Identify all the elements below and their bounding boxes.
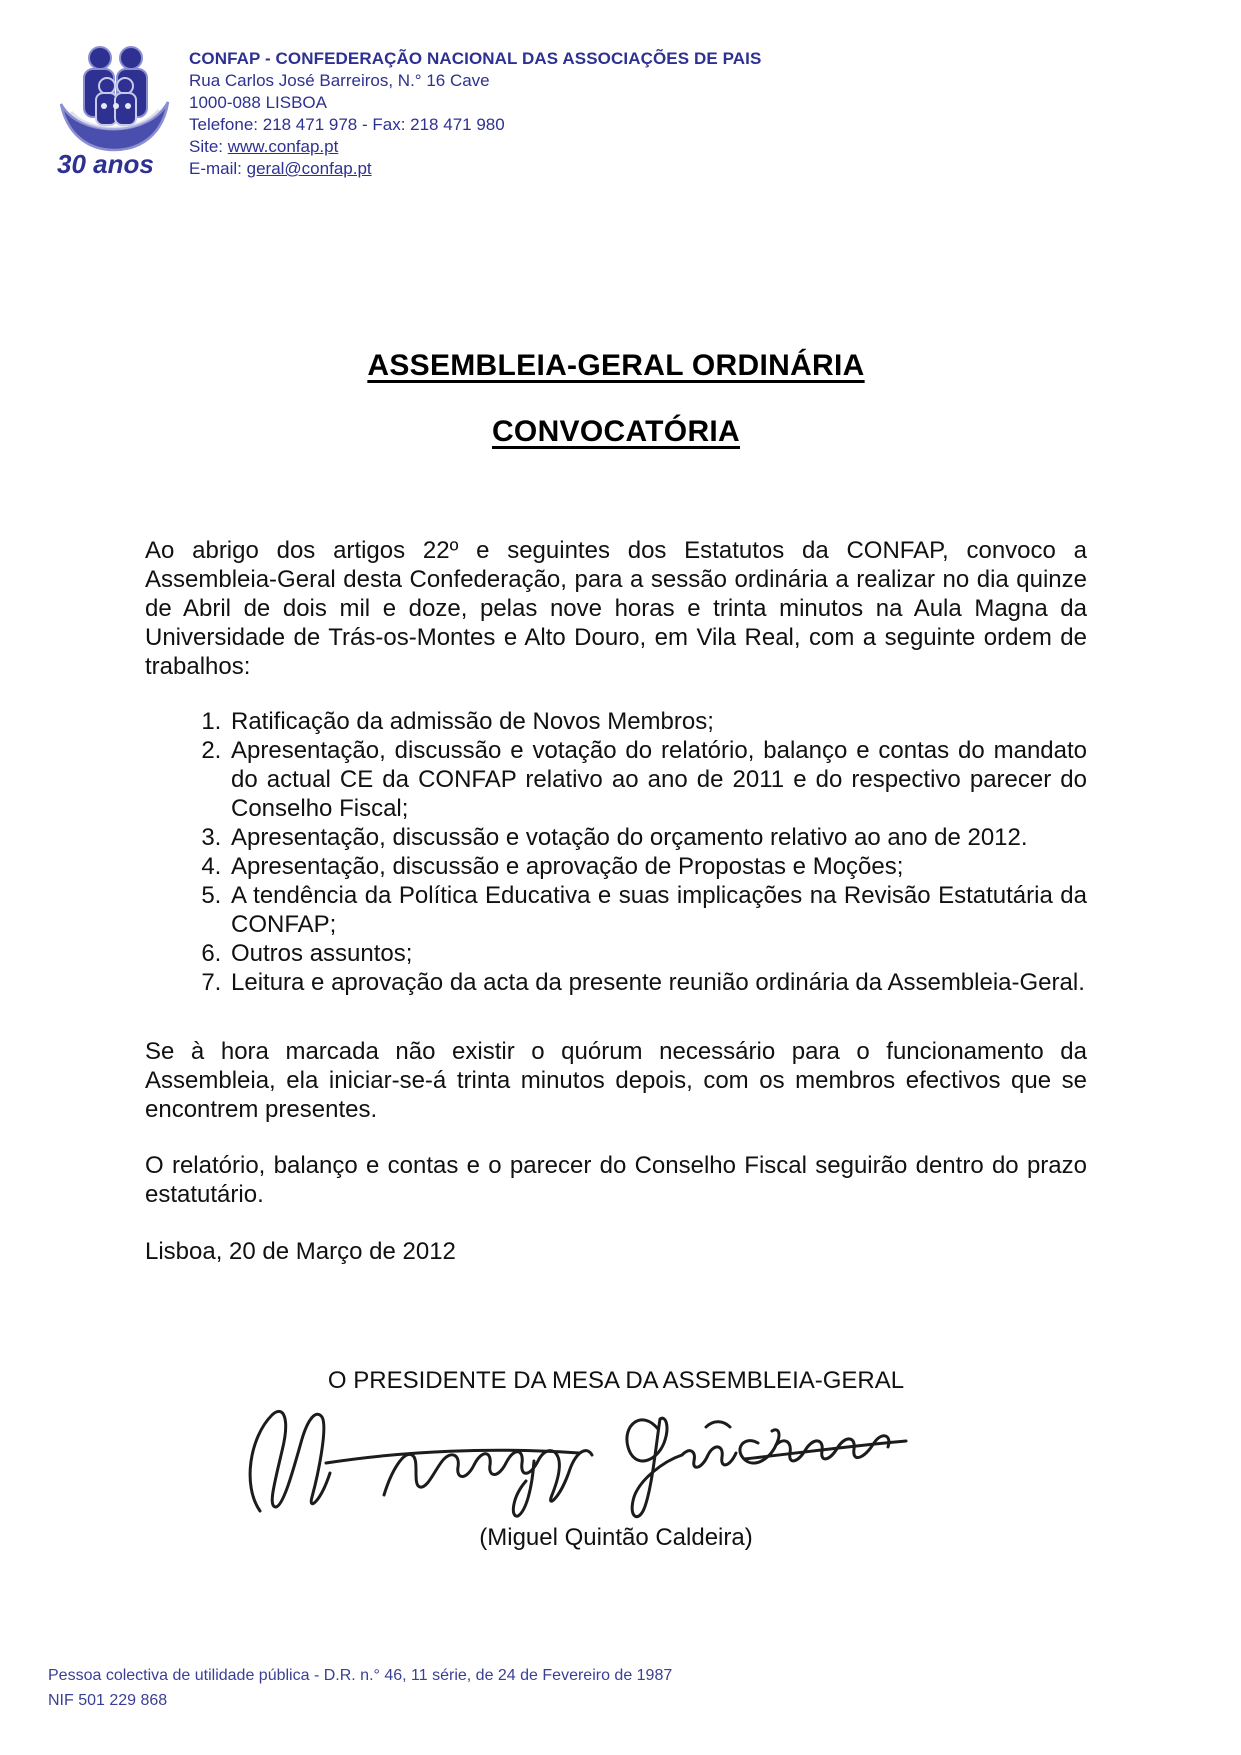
site-line	[189, 136, 761, 158]
document-body	[145, 348, 1087, 1266]
president-name: (Miguel Quintão Caldeira)	[479, 1524, 753, 1551]
handwritten-signature	[234, 1399, 914, 1521]
org-name: CONFAP - CONFEDERAÇÃO NACIONAL DAS ASSOCIAÇÕES DE PAIS	[189, 49, 762, 68]
document-subtitle: CONVOCATÓRIA	[491, 415, 741, 448]
agenda-item-7: 7. Leitura e aprovação da acta da presente reunião ordinária da Assembleia-Geral.	[228, 968, 1087, 997]
letterhead-contact-block	[189, 42, 761, 180]
address-line-2: 1000-088 LISBOA	[189, 93, 327, 112]
agenda-item-3: 3. Apresentação, discussão e votação do orçamento relativo ao ano de 2012.	[228, 823, 1087, 852]
agenda-item-5: 5. A tendência da Política Educativa e suas implicações na Revisão Estatutária da CONFAP;	[228, 881, 1087, 939]
agenda-list	[145, 707, 1087, 997]
svg-text:30 anos: 30 anos	[57, 149, 154, 178]
agenda-item-2: 2. Apresentação, discussão e votação do relatório, balanço e contas do mandato do actual CE da CONFAP relativo ao ano de 2011 e do respectivo parecer do Conselho Fiscal;	[228, 736, 1087, 823]
address-line-1: Rua Carlos José Barreiros, N.° 16 Cave	[189, 71, 490, 90]
quorum-paragraph: Se à hora marcada não existir o quórum necessário para o funcionamento da Assembleia, ela iniciar-se-á trinta minutos depois, com os membros efectivos que se encontrem presentes.	[145, 1038, 1087, 1123]
agenda-item-4: 4. Apresentação, discussão e aprovação de Propostas e Moções;	[228, 852, 1087, 881]
letterhead	[55, 42, 761, 180]
email-link[interactable]: geral@confap.pt	[246, 159, 372, 178]
confap-logo-graphic	[55, 42, 173, 178]
document-footer	[48, 1663, 672, 1713]
email-line	[189, 158, 761, 180]
site-label: Site:	[189, 137, 228, 156]
signature-block	[145, 1366, 1087, 1552]
confap-30-anos-logo-icon	[55, 42, 173, 178]
agenda-item-6: 6. Outros assuntos;	[228, 939, 1087, 968]
email-label: E-mail:	[189, 159, 247, 178]
document-title: ASSEMBLEIA-GERAL ORDINÁRIA	[367, 349, 865, 382]
site-link[interactable]: www.confap.pt	[227, 137, 339, 156]
footer-line-1: Pessoa colectiva de utilidade pública - D.R. n.° 46, 11 série, de 24 de Fevereiro de 1987	[48, 1667, 673, 1684]
report-paragraph: O relatório, balanço e contas e o parecer do Conselho Fiscal seguirão dentro do prazo estatutário.	[145, 1152, 1087, 1208]
agenda-item-1: 1. Ratificação da admissão de Novos Membros;	[228, 707, 1087, 736]
intro-paragraph: Ao abrigo dos artigos 22º e seguintes dos Estatutos da CONFAP, convoco a Assembleia-Geral desta Confederação, para a sessão ordinária a realizar no dia quinze de Abril de dois mil e doze, pelas nove horas e trinta minutos na Aula Magna da Universidade de Trás-os-Montes e Alto Douro, em Vila Real, com a seguinte ordem de trabalhos:	[145, 537, 1087, 680]
phone-fax-line: Telefone: 218 471 978 - Fax: 218 471 980	[189, 115, 505, 134]
dateline: Lisboa, 20 de Março de 2012	[145, 1238, 456, 1265]
president-heading: O PRESIDENTE DA MESA DA ASSEMBLEIA-GERAL	[327, 1367, 905, 1394]
footer-line-2: NIF 501 229 868	[48, 1692, 168, 1709]
